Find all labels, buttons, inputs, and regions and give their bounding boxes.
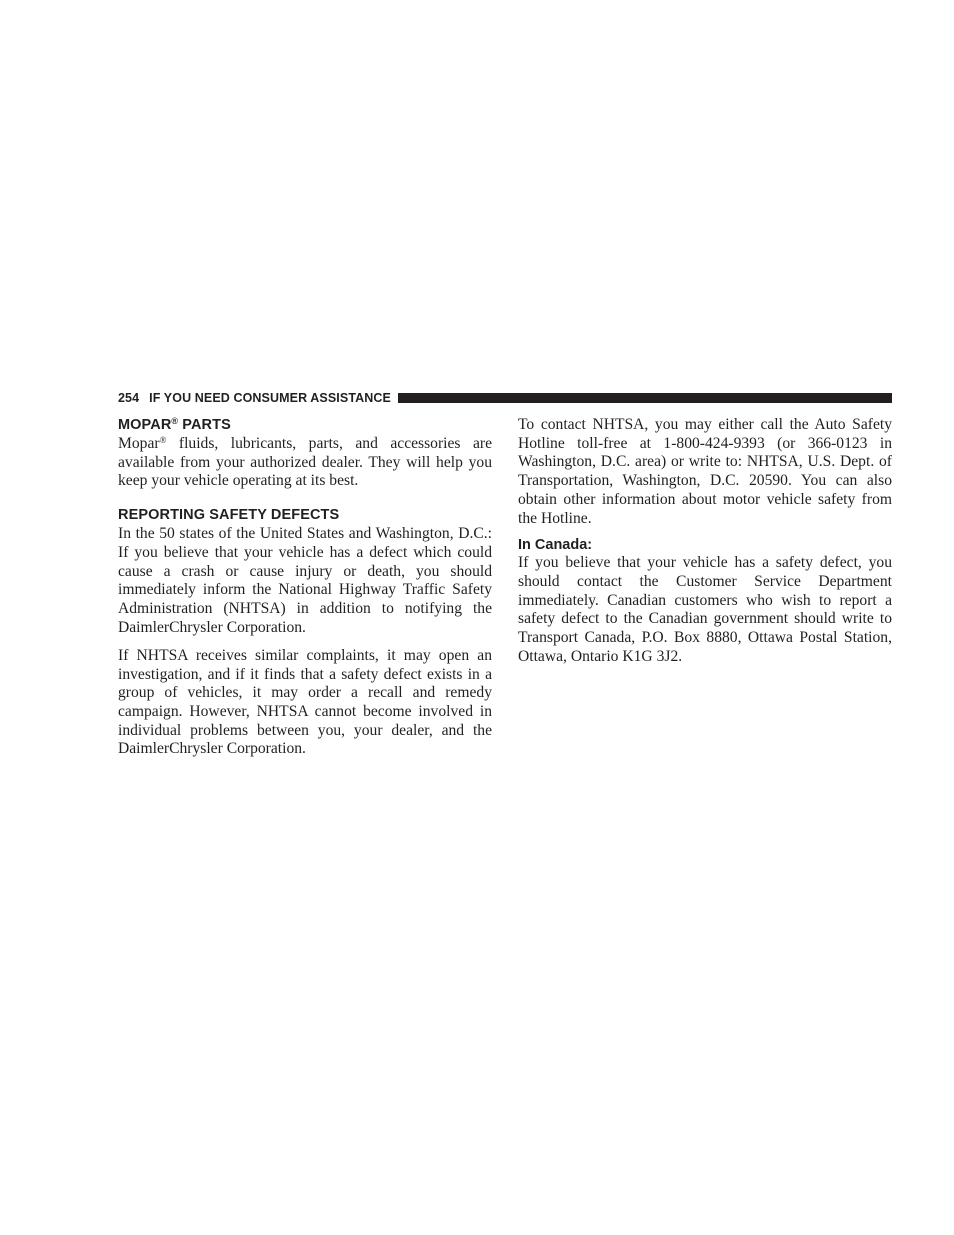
contact-nhtsa-paragraph: To contact NHTSA, you may either call the Auto Safety Hotline toll-free at 1-800-424-9393 (or 366-0123 in Washington, D.C. area) or write to: NHTSA, U.S. Dept. of Transportation, Washington, D.C. 20590. You can also obtain other information about motor vehicle safety from the Hotline. xyxy=(518,416,892,527)
reporting-safety-defects-heading: REPORTING SAFETY DEFECTS xyxy=(118,507,340,524)
left-column xyxy=(118,416,492,759)
registered-mark: ® xyxy=(171,416,179,426)
page-number: 254 xyxy=(118,391,140,405)
right-column xyxy=(518,416,892,666)
page-header xyxy=(118,390,892,406)
reporting-paragraph-2: If NHTSA receives similar complaints, it may open an investigation, and if it finds that a safety defect exists in a group of vehicles, it may order a recall and remedy campaign. However, NHTSA cannot become involved in individual problems between you, your dealer, and the DaimlerChrysler Corporation. xyxy=(118,646,492,758)
header-rule xyxy=(398,393,892,403)
mopar-body-brand: Mopar xyxy=(118,435,160,452)
canada-paragraph: If you believe that your vehicle has a safety defect, you should contact the Customer Service Department immediately. Canadian customers who wish to report a safety defect to the Canadian government should write to Transport Canada, P.O. Box 8880, Ottawa Postal Station, Ottawa, Ontario K1G 3J2. xyxy=(518,554,892,665)
mopar-parts-paragraph xyxy=(118,435,492,491)
registered-mark: ® xyxy=(159,435,167,445)
mopar-heading-rest: PARTS xyxy=(178,417,231,433)
mopar-body-rest: fluids, lubricants, parts, and accessories are available from your authorized dealer. They will help you keep your vehicle operating at its best. xyxy=(118,435,492,490)
section-title: IF YOU NEED CONSUMER ASSISTANCE xyxy=(149,391,391,405)
reporting-paragraph-1: In the 50 states of the United States and Washington, D.C.: If you believe that your vehicle has a defect which could cause a crash or cause injury or death, you should immediately inform the National Highway Traffic Safety Administration (NHTSA) in addition to notifying the DaimlerChrysler Corporation. xyxy=(118,525,492,636)
mopar-parts-heading xyxy=(118,416,492,435)
mopar-heading-brand: MOPAR xyxy=(118,417,172,433)
in-canada-heading: In Canada: xyxy=(518,537,593,554)
